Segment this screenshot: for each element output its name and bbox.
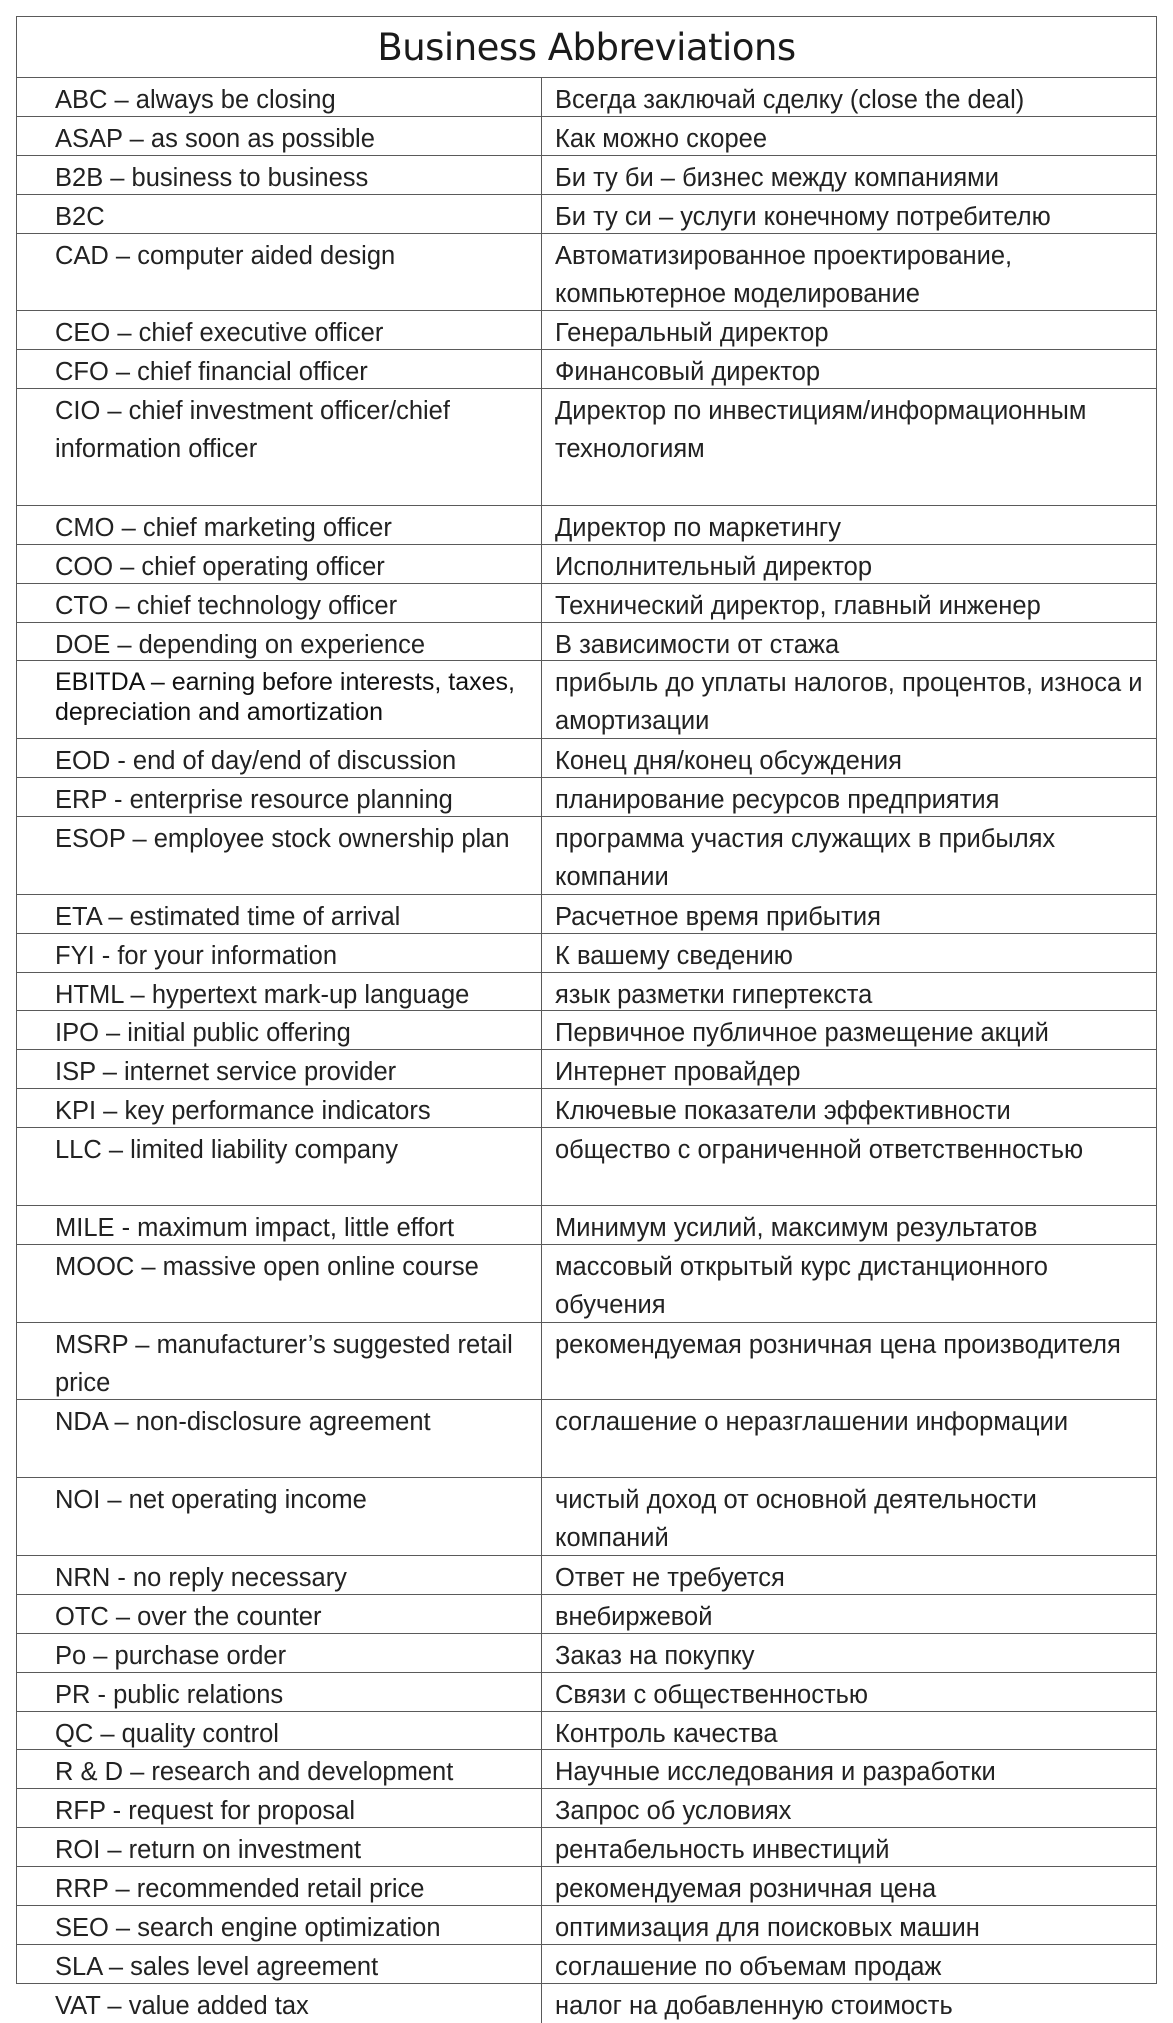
abbreviation-cell: EOD - end of day/end of discussion [17, 739, 542, 778]
abbreviation-cell: VAT – value added tax [17, 1984, 542, 2023]
abbreviation-cell: COO – chief operating officer [17, 545, 542, 584]
translation-cell: Заказ на покупку [542, 1634, 1156, 1673]
abbreviation-cell: ESOP – employee stock ownership plan [17, 817, 542, 895]
translation-cell: Би ту си – услуги конечному потребителю [542, 195, 1156, 234]
abbreviation-cell: EBITDA – earning before interests, taxes, depreciation and amortization [17, 661, 542, 739]
translation-cell: Би ту би – бизнес между компаниями [542, 156, 1156, 195]
abbreviation-cell: MOOC – massive open online course [17, 1245, 542, 1323]
translation-cell: Связи с общественностью [542, 1673, 1156, 1712]
abbreviation-cell: CFO – chief financial officer [17, 350, 542, 389]
translation-cell: Научные исследования и разработки [542, 1750, 1156, 1789]
translation-cell: прибыль до уплаты налогов, процентов, износа и амортизации [542, 661, 1156, 739]
translation-cell: язык разметки гипертекста [542, 973, 1156, 1012]
translation-cell: Финансовый директор [542, 350, 1156, 389]
translation-cell: Как можно скорее [542, 117, 1156, 156]
translation-cell: рекомендуемая розничная цена [542, 1867, 1156, 1906]
abbreviation-cell: ERP - enterprise resource planning [17, 778, 542, 817]
abbreviation-cell: SLA – sales level agreement [17, 1945, 542, 1984]
abbreviation-cell: LLC – limited liability company [17, 1128, 542, 1206]
abbreviation-cell: NOI – net operating income [17, 1478, 542, 1556]
translation-cell: Ключевые показатели эффективности [542, 1089, 1156, 1128]
translation-cell: планирование ресурсов предприятия [542, 778, 1156, 817]
translation-cell: Директор по маркетингу [542, 506, 1156, 545]
translation-cell: рекомендуемая розничная цена производителя [542, 1323, 1156, 1401]
translation-cell: общество с ограниченной ответственностью [542, 1128, 1156, 1206]
abbreviation-cell: NRN - no reply necessary [17, 1556, 542, 1595]
abbreviation-cell: ASAP – as soon as possible [17, 117, 542, 156]
translation-cell: Минимум усилий, максимум результатов [542, 1206, 1156, 1245]
abbreviation-cell: MILE - maximum impact, little effort [17, 1206, 542, 1245]
abbreviation-cell: ABC – always be closing [17, 78, 542, 117]
abbreviation-cell: PR - public relations [17, 1673, 542, 1712]
translation-cell: Автоматизированное проектирование, компьютерное моделирование [542, 234, 1156, 312]
translation-cell: чистый доход от основной деятельности компаний [542, 1478, 1156, 1556]
abbreviation-cell: CMO – chief marketing officer [17, 506, 542, 545]
abbreviation-cell: HTML – hypertext mark-up language [17, 973, 542, 1012]
translation-cell: Ответ не требуется [542, 1556, 1156, 1595]
abbreviation-cell: ROI – return on investment [17, 1828, 542, 1867]
abbreviation-cell: B2C [17, 195, 542, 234]
translation-cell: Первичное публичное размещение акций [542, 1011, 1156, 1050]
abbreviation-cell: OTC – over the counter [17, 1595, 542, 1634]
abbreviation-cell: ETA – estimated time of arrival [17, 895, 542, 934]
abbreviation-cell: DOE – depending on experience [17, 623, 542, 662]
abbreviations-table [16, 16, 1157, 2020]
abbreviation-cell: CIO – chief investment officer/chief information officer [17, 389, 542, 506]
abbreviation-cell: CAD – computer aided design [17, 234, 542, 312]
translation-cell: Всегда заключай сделку (close the deal) [542, 78, 1156, 117]
translation-cell: Технический директор, главный инженер [542, 584, 1156, 623]
translation-cell: Конец дня/конец обсуждения [542, 739, 1156, 778]
translation-cell: Исполнительный директор [542, 545, 1156, 584]
abbreviation-cell: Po – purchase order [17, 1634, 542, 1673]
translation-cell: соглашение по объемам продаж [542, 1945, 1156, 1984]
translation-cell: Расчетное время прибытия [542, 895, 1156, 934]
translation-cell: Директор по инвестициям/информационным технологиям [542, 389, 1156, 506]
abbreviation-cell: NDA – non-disclosure agreement [17, 1400, 542, 1478]
abbreviation-cell: CTO – chief technology officer [17, 584, 542, 623]
translation-cell: Запрос об условиях [542, 1789, 1156, 1828]
translation-cell: соглашение о неразглашении информации [542, 1400, 1156, 1478]
abbreviation-cell: CEO – chief executive officer [17, 311, 542, 350]
abbreviation-cell: IPO – initial public offering [17, 1011, 542, 1050]
translation-cell: программа участия служащих в прибылях компании [542, 817, 1156, 895]
abbreviation-cell: SEO – search engine optimization [17, 1906, 542, 1945]
translation-cell: рентабельность инвестиций [542, 1828, 1156, 1867]
abbreviation-cell: RFP - request for proposal [17, 1789, 542, 1828]
abbreviation-cell: FYI - for your information [17, 934, 542, 973]
translation-cell: Генеральный директор [542, 311, 1156, 350]
abbreviation-cell: R & D – research and development [17, 1750, 542, 1789]
translation-cell: К вашему сведению [542, 934, 1156, 973]
page-title: Business Abbreviations [17, 17, 1156, 78]
abbreviation-cell: ISP – internet service provider [17, 1050, 542, 1089]
abbreviation-cell: QC – quality control [17, 1712, 542, 1751]
translation-cell: В зависимости от стажа [542, 623, 1156, 662]
abbreviation-cell: RRP – recommended retail price [17, 1867, 542, 1906]
translation-cell: внебиржевой [542, 1595, 1156, 1634]
translation-cell: Контроль качества [542, 1712, 1156, 1751]
abbreviation-cell: KPI – key performance indicators [17, 1089, 542, 1128]
translation-cell: налог на добавленную стоимость [555, 1991, 953, 2020]
abbreviation-cell: B2B – business to business [17, 156, 542, 195]
translation-cell: оптимизация для поисковых машин [542, 1906, 1156, 1945]
translation-cell: массовый открытый курс дистанционного обучения [542, 1245, 1156, 1323]
translation-cell: Интернет провайдер [542, 1050, 1156, 1089]
abbreviation-cell: MSRP – manufacturer’s suggested retail price [17, 1323, 542, 1401]
